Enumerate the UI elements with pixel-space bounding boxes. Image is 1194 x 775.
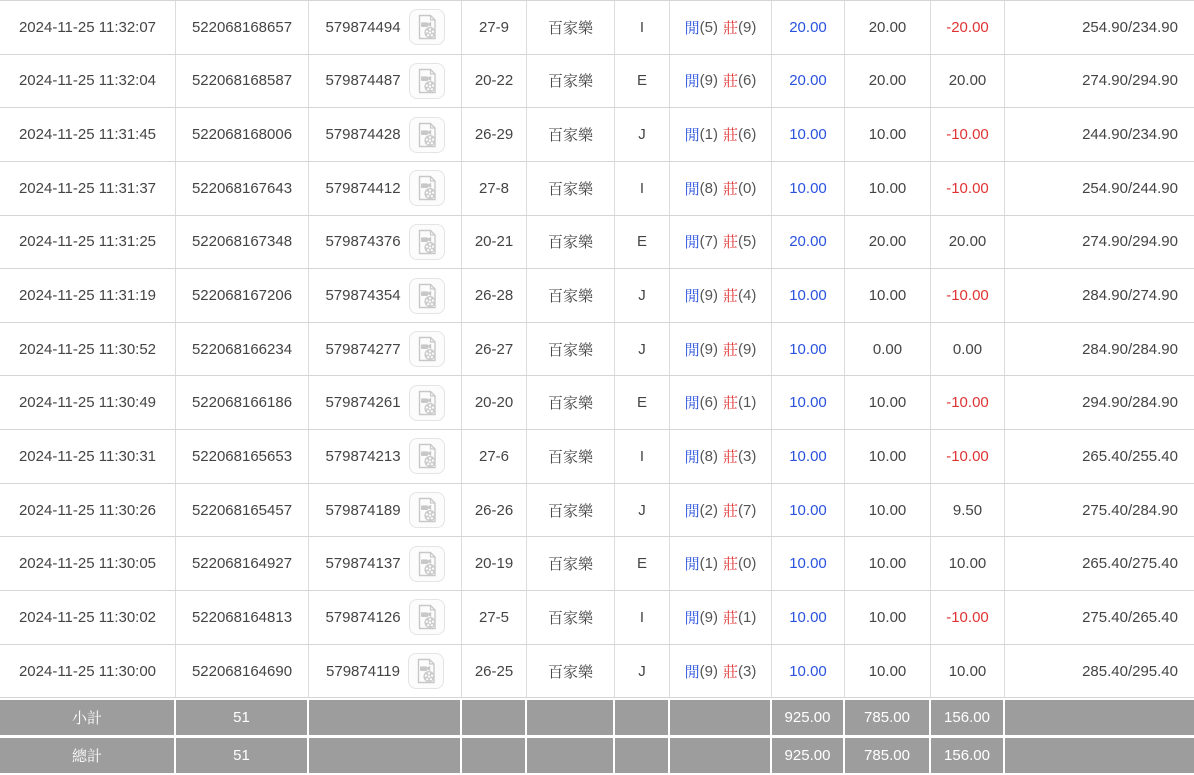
bet-time-cell: 2024-11-25 11:30:52	[0, 323, 176, 376]
video-replay-icon	[415, 390, 439, 416]
video-replay-icon	[415, 443, 439, 469]
result-code-cell: I	[615, 430, 670, 483]
player-result-label: 閒	[684, 448, 700, 466]
balance-cell: 265.40/255.40	[1082, 447, 1178, 465]
game-result-cell	[670, 645, 772, 698]
round-id-cell	[309, 108, 462, 161]
valid-amount-cell: 10.00	[845, 376, 931, 429]
table-row	[0, 537, 1194, 591]
balance-cell: 294.90/284.90	[1082, 394, 1178, 412]
banker-score: (1)	[738, 394, 757, 412]
result-code-cell: J	[615, 269, 670, 322]
bet-id-cell: 522068167643	[176, 162, 309, 215]
player-result-label: 閒	[684, 180, 700, 198]
video-replay-icon	[415, 175, 439, 201]
player-score: (9)	[699, 340, 718, 358]
banker-result-label: 莊	[723, 127, 739, 145]
bet-amount-cell: 10.00	[772, 162, 845, 215]
game-result-cell	[670, 376, 772, 429]
bet-history-table-body	[0, 1, 1194, 698]
game-result-cell	[670, 269, 772, 322]
bet-id-cell: 522068165653	[176, 430, 309, 483]
win-loss-cell: 0.00	[931, 323, 1005, 376]
bet-id-cell: 522068164813	[176, 591, 309, 644]
result-code-cell: E	[615, 376, 670, 429]
game-result-cell	[670, 1, 772, 54]
banker-result-label: 莊	[723, 73, 739, 91]
round-id-text: 579874487	[325, 72, 401, 90]
banker-result-label: 莊	[723, 448, 739, 466]
player-score: (2)	[699, 501, 718, 519]
game-name-cell: 百家樂	[527, 162, 615, 215]
player-score: (6)	[699, 394, 718, 412]
round-id-text: 579874126	[325, 608, 401, 626]
bet-amount-cell: 10.00	[772, 591, 845, 644]
banker-result-label: 莊	[723, 502, 739, 520]
subtotal-label-cell: 小計	[0, 700, 176, 735]
video-replay-button[interactable]	[409, 278, 445, 314]
round-id-text: 579874376	[325, 233, 401, 251]
player-result-label: 閒	[684, 556, 700, 574]
bet-time-cell: 2024-11-25 11:31:19	[0, 269, 176, 322]
video-replay-button[interactable]	[409, 170, 445, 206]
round-id-cell	[309, 1, 462, 54]
balance-cell: 274.90/294.90	[1082, 72, 1178, 90]
valid-amount-cell: 10.00	[845, 537, 931, 590]
result-code-cell: E	[615, 216, 670, 269]
bet-id-cell: 522068165457	[176, 484, 309, 537]
subtotal-winloss-total-cell: 156.00	[931, 700, 1005, 735]
balance-cell: 284.90/274.90	[1082, 287, 1178, 305]
game-name-cell: 百家樂	[527, 645, 615, 698]
video-replay-icon	[415, 604, 439, 630]
bet-amount-cell: 10.00	[772, 376, 845, 429]
balance-cell: 274.90/294.90	[1082, 233, 1178, 251]
total-empty-cell	[462, 738, 527, 773]
game-name-cell: 百家樂	[527, 108, 615, 161]
player-score: (8)	[699, 179, 718, 197]
game-name-cell: 百家樂	[527, 484, 615, 537]
bet-id-cell: 522068168006	[176, 108, 309, 161]
subtotal-empty-cell	[1005, 700, 1194, 735]
banker-score: (0)	[738, 179, 757, 197]
bet-time-cell: 2024-11-25 11:30:00	[0, 645, 176, 698]
game-name-cell: 百家樂	[527, 55, 615, 108]
video-replay-icon	[415, 122, 439, 148]
result-code-cell: J	[615, 323, 670, 376]
table-row	[0, 108, 1194, 162]
round-id-cell	[309, 55, 462, 108]
total-valid-total-cell: 785.00	[845, 738, 931, 773]
table-row	[0, 55, 1194, 109]
table-round-cell: 26-29	[462, 108, 527, 161]
balance-cell: 244.90/234.90	[1082, 126, 1178, 144]
bet-amount-cell: 20.00	[772, 55, 845, 108]
player-result-label: 閒	[684, 663, 700, 681]
bet-amount-cell: 10.00	[772, 484, 845, 537]
bet-time-cell: 2024-11-25 11:31:45	[0, 108, 176, 161]
player-result-label: 閒	[684, 341, 700, 359]
valid-amount-cell: 0.00	[845, 323, 931, 376]
subtotal-empty-cell	[462, 700, 527, 735]
valid-amount-cell: 10.00	[845, 484, 931, 537]
game-result-cell	[670, 216, 772, 269]
banker-score: (0)	[738, 555, 757, 573]
bet-time-cell: 2024-11-25 11:31:37	[0, 162, 176, 215]
bet-amount-cell: 10.00	[772, 430, 845, 483]
subtotal-row	[0, 700, 1194, 735]
balance-cell: 275.40/284.90	[1082, 501, 1178, 519]
table-row	[0, 269, 1194, 323]
banker-score: (3)	[738, 447, 757, 465]
game-name-cell: 百家樂	[527, 430, 615, 483]
win-loss-cell: -10.00	[931, 591, 1005, 644]
bet-amount-cell: 20.00	[772, 1, 845, 54]
game-result-cell	[670, 108, 772, 161]
win-loss-cell: 10.00	[931, 645, 1005, 698]
table-row	[0, 484, 1194, 538]
round-id-cell	[309, 269, 462, 322]
game-name-cell: 百家樂	[527, 1, 615, 54]
bet-amount-cell: 10.00	[772, 645, 845, 698]
round-id-text: 579874428	[325, 126, 401, 144]
win-loss-cell: -10.00	[931, 269, 1005, 322]
player-score: (9)	[699, 287, 718, 305]
video-replay-icon	[415, 497, 439, 523]
player-result-label: 閒	[684, 19, 700, 37]
game-result-cell	[670, 591, 772, 644]
bet-amount-cell: 10.00	[772, 269, 845, 322]
total-count-cell: 51	[176, 738, 309, 773]
win-loss-cell: -20.00	[931, 1, 1005, 54]
table-round-cell: 26-27	[462, 323, 527, 376]
bet-id-cell: 522068164690	[176, 645, 309, 698]
banker-result-label: 莊	[723, 19, 739, 37]
round-id-cell	[309, 376, 462, 429]
banker-score: (9)	[738, 340, 757, 358]
banker-score: (5)	[738, 233, 757, 251]
total-row	[0, 738, 1194, 773]
video-replay-button[interactable]	[409, 599, 445, 635]
round-id-text: 579874213	[325, 447, 401, 465]
result-code-cell: J	[615, 484, 670, 537]
bet-id-cell: 522068168587	[176, 55, 309, 108]
round-id-text: 579874494	[325, 18, 401, 36]
round-id-cell	[309, 216, 462, 269]
round-id-text: 579874354	[325, 287, 401, 305]
subtotal-empty-cell	[670, 700, 772, 735]
table-round-cell: 26-28	[462, 269, 527, 322]
video-replay-icon	[414, 658, 438, 684]
round-id-cell	[309, 323, 462, 376]
win-loss-cell: 20.00	[931, 216, 1005, 269]
game-name-cell: 百家樂	[527, 591, 615, 644]
video-replay-icon	[415, 68, 439, 94]
round-id-cell	[309, 537, 462, 590]
win-loss-cell: -10.00	[931, 376, 1005, 429]
bet-time-cell: 2024-11-25 11:31:25	[0, 216, 176, 269]
table-round-cell: 20-20	[462, 376, 527, 429]
banker-score: (1)	[738, 608, 757, 626]
banker-result-label: 莊	[723, 609, 739, 627]
result-code-cell: E	[615, 55, 670, 108]
result-code-cell: E	[615, 537, 670, 590]
result-code-cell: I	[615, 162, 670, 215]
win-loss-cell: -10.00	[931, 430, 1005, 483]
bet-time-cell: 2024-11-25 11:30:05	[0, 537, 176, 590]
player-score: (7)	[699, 233, 718, 251]
subtotal-bet-total-cell: 925.00	[772, 700, 845, 735]
table-round-cell: 26-25	[462, 645, 527, 698]
game-result-cell	[670, 484, 772, 537]
valid-amount-cell: 20.00	[845, 55, 931, 108]
round-id-text: 579874119	[326, 662, 400, 680]
valid-amount-cell: 10.00	[845, 269, 931, 322]
valid-amount-cell: 10.00	[845, 645, 931, 698]
banker-score: (9)	[738, 18, 757, 36]
player-score: (1)	[699, 126, 718, 144]
video-replay-button[interactable]	[409, 438, 445, 474]
subtotal-empty-cell	[527, 700, 615, 735]
bet-id-cell: 522068168657	[176, 1, 309, 54]
bet-amount-cell: 10.00	[772, 323, 845, 376]
round-id-text: 579874189	[325, 501, 401, 519]
total-empty-cell	[1005, 738, 1194, 773]
table-row	[0, 376, 1194, 430]
video-replay-button[interactable]	[409, 224, 445, 260]
table-row	[0, 645, 1194, 699]
balance-cell: 284.90/284.90	[1082, 340, 1178, 358]
total-bet-total-cell: 925.00	[772, 738, 845, 773]
video-replay-icon	[415, 336, 439, 362]
round-id-cell	[309, 484, 462, 537]
subtotal-count-cell: 51	[176, 700, 309, 735]
player-score: (1)	[699, 555, 718, 573]
game-result-cell	[670, 323, 772, 376]
table-round-cell: 27-6	[462, 430, 527, 483]
game-result-cell	[670, 430, 772, 483]
banker-score: (6)	[738, 126, 757, 144]
round-id-cell	[309, 591, 462, 644]
bet-time-cell: 2024-11-25 11:32:07	[0, 1, 176, 54]
banker-result-label: 莊	[723, 663, 739, 681]
banker-result-label: 莊	[723, 180, 739, 198]
valid-amount-cell: 10.00	[845, 430, 931, 483]
banker-score: (4)	[738, 287, 757, 305]
win-loss-cell: 20.00	[931, 55, 1005, 108]
bet-id-cell: 522068167348	[176, 216, 309, 269]
bet-time-cell: 2024-11-25 11:30:02	[0, 591, 176, 644]
bet-id-cell: 522068167206	[176, 269, 309, 322]
table-round-cell: 27-9	[462, 1, 527, 54]
player-score: (8)	[699, 447, 718, 465]
video-replay-button[interactable]	[409, 117, 445, 153]
video-replay-button[interactable]	[409, 546, 445, 582]
balance-cell: 254.90/234.90	[1082, 18, 1178, 36]
game-name-cell: 百家樂	[527, 537, 615, 590]
valid-amount-cell: 10.00	[845, 108, 931, 161]
banker-result-label: 莊	[723, 234, 739, 252]
video-replay-icon	[415, 283, 439, 309]
video-replay-icon	[415, 551, 439, 577]
game-result-cell	[670, 162, 772, 215]
result-code-cell: I	[615, 1, 670, 54]
banker-result-label: 莊	[723, 395, 739, 413]
player-result-label: 閒	[684, 609, 700, 627]
player-result-label: 閒	[684, 73, 700, 91]
balance-cell: 275.40/265.40	[1082, 608, 1178, 626]
result-code-cell: I	[615, 591, 670, 644]
banker-score: (6)	[738, 72, 757, 90]
total-winloss-total-cell: 156.00	[931, 738, 1005, 773]
win-loss-cell: -10.00	[931, 162, 1005, 215]
bet-time-cell: 2024-11-25 11:30:31	[0, 430, 176, 483]
game-name-cell: 百家樂	[527, 323, 615, 376]
player-score: (9)	[699, 72, 718, 90]
video-replay-button[interactable]	[409, 331, 445, 367]
banker-result-label: 莊	[723, 288, 739, 306]
table-row	[0, 591, 1194, 645]
bet-id-cell: 522068166186	[176, 376, 309, 429]
bet-amount-cell: 10.00	[772, 537, 845, 590]
subtotal-empty-cell	[615, 700, 670, 735]
table-row	[0, 162, 1194, 216]
subtotal-empty-cell	[309, 700, 462, 735]
banker-result-label: 莊	[723, 341, 739, 359]
total-empty-cell	[527, 738, 615, 773]
result-code-cell: J	[615, 108, 670, 161]
result-code-cell: J	[615, 645, 670, 698]
round-id-text: 579874137	[325, 555, 401, 573]
player-result-label: 閒	[684, 234, 700, 252]
table-round-cell: 20-21	[462, 216, 527, 269]
player-result-label: 閒	[684, 502, 700, 520]
round-id-cell	[309, 430, 462, 483]
banker-score: (3)	[738, 662, 757, 680]
player-score: (9)	[699, 662, 718, 680]
bet-time-cell: 2024-11-25 11:32:04	[0, 55, 176, 108]
video-replay-button[interactable]	[409, 492, 445, 528]
bet-id-cell: 522068164927	[176, 537, 309, 590]
banker-score: (7)	[738, 501, 757, 519]
balance-cell: 285.40/295.40	[1082, 662, 1178, 680]
video-replay-button[interactable]	[408, 653, 444, 689]
table-row	[0, 216, 1194, 270]
total-empty-cell	[615, 738, 670, 773]
bet-time-cell: 2024-11-25 11:30:49	[0, 376, 176, 429]
balance-cell: 254.90/244.90	[1082, 179, 1178, 197]
video-replay-button[interactable]	[409, 9, 445, 45]
player-score: (5)	[699, 18, 718, 36]
bet-time-cell: 2024-11-25 11:30:26	[0, 484, 176, 537]
bet-id-cell: 522068166234	[176, 323, 309, 376]
win-loss-cell: 10.00	[931, 537, 1005, 590]
video-replay-button[interactable]	[409, 63, 445, 99]
banker-result-label: 莊	[723, 556, 739, 574]
win-loss-cell: 9.50	[931, 484, 1005, 537]
game-name-cell: 百家樂	[527, 376, 615, 429]
game-result-cell	[670, 537, 772, 590]
video-replay-icon	[415, 229, 439, 255]
player-score: (9)	[699, 608, 718, 626]
video-replay-button[interactable]	[409, 385, 445, 421]
bet-amount-cell: 20.00	[772, 216, 845, 269]
game-name-cell: 百家樂	[527, 269, 615, 322]
valid-amount-cell: 20.00	[845, 216, 931, 269]
game-result-cell	[670, 55, 772, 108]
video-replay-icon	[415, 14, 439, 40]
round-id-cell	[309, 162, 462, 215]
round-id-text: 579874412	[325, 179, 401, 197]
total-empty-cell	[309, 738, 462, 773]
valid-amount-cell: 20.00	[845, 1, 931, 54]
table-round-cell: 26-26	[462, 484, 527, 537]
valid-amount-cell: 10.00	[845, 591, 931, 644]
round-id-text: 579874277	[325, 340, 401, 358]
win-loss-cell: -10.00	[931, 108, 1005, 161]
total-empty-cell	[670, 738, 772, 773]
total-label-cell: 總計	[0, 738, 176, 773]
table-round-cell: 20-19	[462, 537, 527, 590]
table-row	[0, 323, 1194, 377]
subtotal-valid-total-cell: 785.00	[845, 700, 931, 735]
round-id-text: 579874261	[325, 394, 401, 412]
player-result-label: 閒	[684, 127, 700, 145]
table-row	[0, 1, 1194, 55]
balance-cell: 265.40/275.40	[1082, 555, 1178, 573]
player-result-label: 閒	[684, 288, 700, 306]
player-result-label: 閒	[684, 395, 700, 413]
table-round-cell: 20-22	[462, 55, 527, 108]
game-name-cell: 百家樂	[527, 216, 615, 269]
table-round-cell: 27-5	[462, 591, 527, 644]
round-id-cell	[309, 645, 462, 698]
valid-amount-cell: 10.00	[845, 162, 931, 215]
table-row	[0, 430, 1194, 484]
bet-amount-cell: 10.00	[772, 108, 845, 161]
table-round-cell: 27-8	[462, 162, 527, 215]
